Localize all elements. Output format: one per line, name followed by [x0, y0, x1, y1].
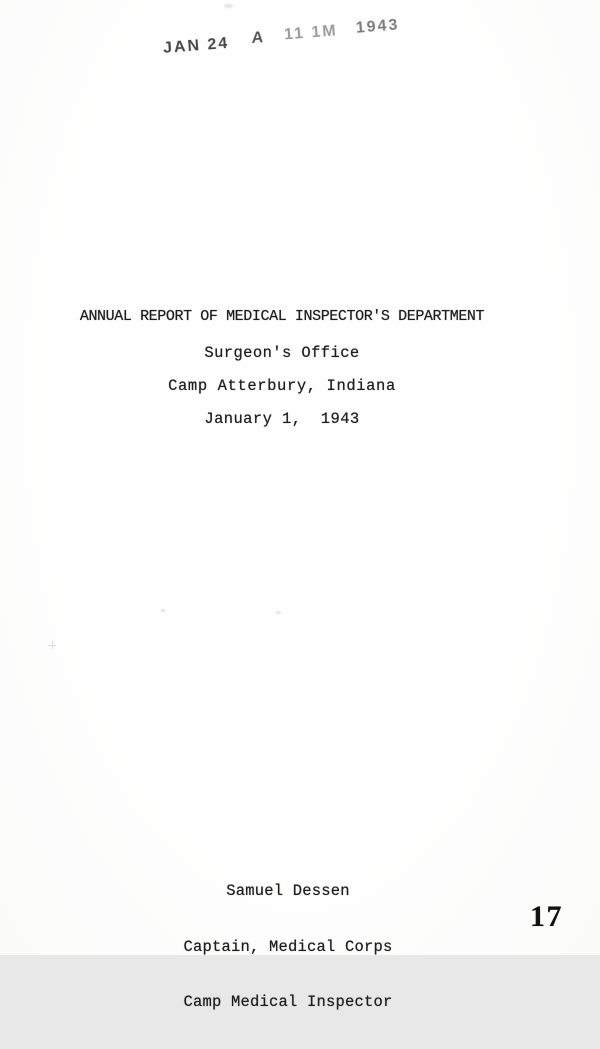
stamp-year-part: 1943 — [355, 16, 401, 37]
office-line: Surgeon's Office — [204, 344, 360, 362]
stamp-letter-part: A — [251, 28, 266, 48]
signature-role: Camp Medical Inspector — [183, 993, 393, 1011]
stamp-time-part: 11 1M — [283, 22, 339, 44]
scan-speck — [276, 611, 281, 614]
page-number: 17 — [530, 900, 563, 933]
signature-rank: Captain, Medical Corps — [183, 937, 393, 956]
location-line: Camp Atterbury, Indiana — [168, 377, 396, 395]
report-title: ANNUAL REPORT OF MEDICAL INSPECTOR'S DEPARTMENT — [79, 308, 485, 325]
stamp-date-part: JAN 24 — [162, 34, 230, 57]
signature-block — [0, 845, 576, 1049]
date-line: January 1, 1943 — [204, 410, 360, 428]
scan-speck — [224, 4, 233, 8]
scan-speck — [161, 609, 165, 612]
signature-name: Samuel Dessen — [226, 882, 350, 900]
scan-speck — [48, 641, 56, 649]
date-stamp — [162, 16, 401, 57]
